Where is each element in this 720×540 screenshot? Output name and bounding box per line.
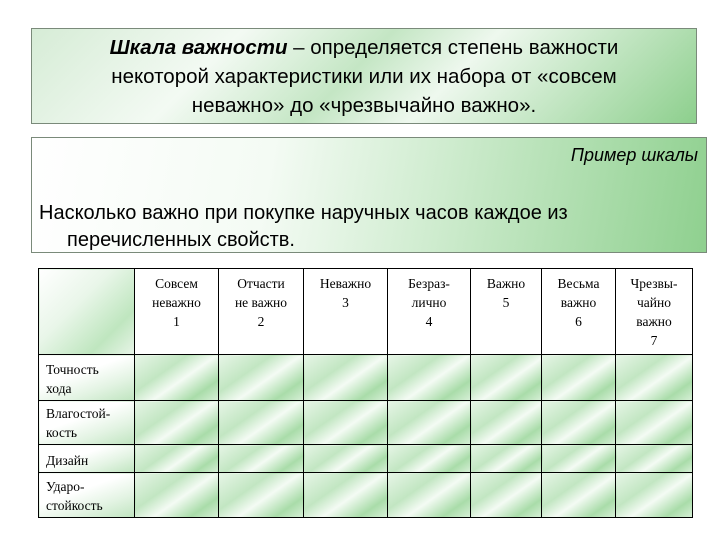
corner-cell [39, 269, 135, 355]
rating-cell[interactable] [304, 355, 388, 401]
rating-cell[interactable] [616, 355, 693, 401]
scale-column-header: Важно 5 [471, 269, 542, 355]
example-heading: Пример шкалы [570, 145, 698, 165]
row-label: Ударо- стойкость [39, 473, 135, 518]
importance-scale-table [38, 268, 693, 518]
scale-column-header: Чрезвы- чайно важно 7 [616, 269, 693, 355]
rating-cell[interactable] [388, 445, 471, 473]
rating-cell[interactable] [219, 473, 304, 518]
rating-cell[interactable] [304, 473, 388, 518]
rating-cell[interactable] [542, 473, 616, 518]
row-label: Точность хода [39, 355, 135, 401]
definition-line-3: неважно» до «чрезвычайно важно». [191, 94, 537, 117]
definition-line-1 [32, 33, 696, 62]
rating-cell[interactable] [219, 355, 304, 401]
question-line-2-text: перечисленных свойств. [67, 229, 295, 251]
rating-cell[interactable] [542, 355, 616, 401]
rating-cell[interactable] [304, 445, 388, 473]
rating-cell[interactable] [219, 401, 304, 445]
rating-cell[interactable] [616, 401, 693, 445]
header-row [39, 269, 693, 355]
scale-column-header: Неважно 3 [304, 269, 388, 355]
rating-cell[interactable] [471, 473, 542, 518]
definition-text-1: – определяется степень важности [287, 36, 619, 59]
scale-column-header: Совсем неважно 1 [135, 269, 219, 355]
scale-column-header: Весьма важно 6 [542, 269, 616, 355]
rating-cell[interactable] [135, 355, 219, 401]
rating-cell[interactable] [304, 401, 388, 445]
rating-cell[interactable] [542, 401, 616, 445]
rating-cell[interactable] [388, 355, 471, 401]
rating-cell[interactable] [542, 445, 616, 473]
question-line-2 [39, 227, 704, 254]
rating-cell[interactable] [471, 445, 542, 473]
rating-cell[interactable] [135, 473, 219, 518]
definition-line-2: некоторой характеристики или их набора от «совсем [111, 65, 617, 88]
rating-cell[interactable] [135, 401, 219, 445]
definition-term: Шкала важности [109, 36, 288, 59]
table-row [39, 445, 693, 473]
rating-cell[interactable] [135, 445, 219, 473]
table-row [39, 355, 693, 401]
rating-cell[interactable] [219, 445, 304, 473]
rating-cell[interactable] [616, 473, 693, 518]
example-panel [31, 137, 707, 253]
scale-column-header: Безраз- лично 4 [388, 269, 471, 355]
scale-column-header: Отчасти не важно 2 [219, 269, 304, 355]
rating-cell[interactable] [388, 473, 471, 518]
rating-cell[interactable] [471, 355, 542, 401]
question-text [39, 200, 704, 254]
rating-cell[interactable] [616, 445, 693, 473]
question-line-1: Насколько важно при покупке наручных часов каждое из [39, 202, 568, 224]
table-row [39, 401, 693, 445]
row-label: Дизайн [39, 445, 135, 473]
definition-panel [31, 28, 697, 124]
table-row [39, 473, 693, 518]
rating-cell[interactable] [471, 401, 542, 445]
rating-cell[interactable] [388, 401, 471, 445]
row-label: Влагостой- кость [39, 401, 135, 445]
